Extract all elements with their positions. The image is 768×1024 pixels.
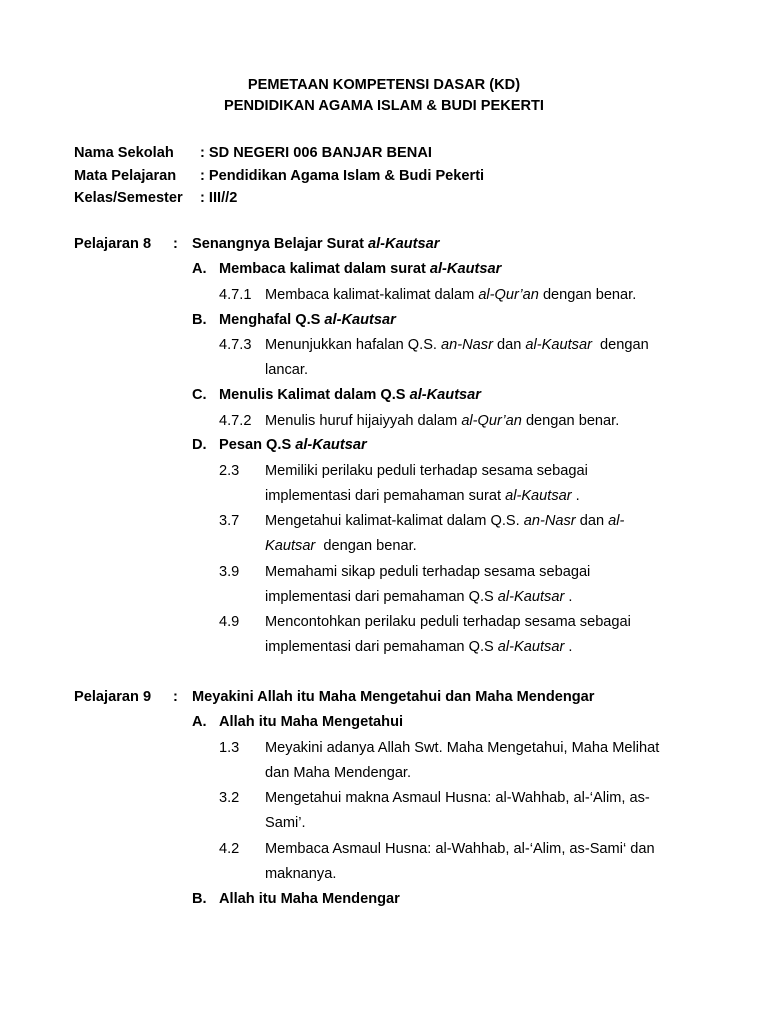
section-b-title: Allah itu Maha Mendengar xyxy=(219,891,400,907)
section-a-title: Membaca kalimat dalam surat al-Kautsar xyxy=(219,261,502,277)
class-label: Kelas/Semester xyxy=(74,190,183,206)
kd-text: Menulis huruf hijaiyyah dalam al-Qur’an dengan benar. xyxy=(265,413,620,429)
kd-text-cont: Sami’. xyxy=(265,815,306,831)
kd-number: 3.9 xyxy=(219,564,240,580)
section-a-letter: A. xyxy=(192,261,207,277)
kd-number: 4.9 xyxy=(219,614,240,630)
lesson-8-colon: : xyxy=(173,236,178,252)
kd-text-cont: implementasi dari pemahaman surat al-Kautsar . xyxy=(265,488,580,504)
kd-text: Mengetahui kalimat-kalimat dalam Q.S. an-Nasr dan al- xyxy=(265,513,625,529)
kd-number: 4.7.2 xyxy=(219,413,252,429)
section-a-title: Allah itu Maha Mengetahui xyxy=(219,714,404,730)
kd-number: 4.7.1 xyxy=(219,287,252,303)
subject-label: Mata Pelajaran xyxy=(74,168,177,184)
kd-text-cont: dan Maha Mendengar. xyxy=(265,765,412,781)
document-subtitle: PENDIDIKAN AGAMA ISLAM & BUDI PEKERTI xyxy=(224,98,544,114)
section-c-title: Menulis Kalimat dalam Q.S al-Kautsar xyxy=(219,387,481,403)
kd-number: 3.2 xyxy=(219,790,240,806)
kd-text-cont: implementasi dari pemahaman Q.S al-Kautsar . xyxy=(265,639,573,655)
kd-text-cont: implementasi dari pemahaman Q.S al-Kautsar . xyxy=(265,589,573,605)
section-b-letter: B. xyxy=(192,891,207,907)
section-a-letter: A. xyxy=(192,714,207,730)
kd-number: 4.2 xyxy=(219,841,240,857)
kd-text: Mencontohkan perilaku peduli terhadap sesama sebagai xyxy=(265,614,631,630)
lesson-9-label: Pelajaran 9 xyxy=(74,689,152,705)
kd-number: 2.3 xyxy=(219,463,240,479)
kd-text-cont: maknanya. xyxy=(265,866,337,882)
kd-text-cont: Kautsar dengan benar. xyxy=(265,538,417,554)
document-title: PEMETAAN KOMPETENSI DASAR (KD) xyxy=(247,77,521,93)
kd-text: Membaca kalimat-kalimat dalam al-Qur’an dengan benar. xyxy=(265,287,637,303)
kd-text: Memahami sikap peduli terhadap sesama sebagai xyxy=(265,564,591,580)
section-c-letter: C. xyxy=(192,387,207,403)
kd-text: Membaca Asmaul Husna: al-Wahhab, al-‘Alim, as-Sami‘ dan xyxy=(265,841,655,857)
kd-number: 3.7 xyxy=(219,513,240,529)
kd-text: Memiliki perilaku peduli terhadap sesama sebagai xyxy=(265,463,588,479)
lesson-9-title: Meyakini Allah itu Maha Mengetahui dan Maha Mendengar xyxy=(192,689,595,705)
kd-text: Mengetahui makna Asmaul Husna: al-Wahhab, al-‘Alim, as- xyxy=(265,790,650,806)
section-d-title: Pesan Q.S al-Kautsar xyxy=(219,437,367,453)
lesson-8-title: Senangnya Belajar Surat al-Kautsar xyxy=(192,236,440,252)
school-label: Nama Sekolah xyxy=(74,145,174,161)
lesson-8-label: Pelajaran 8 xyxy=(74,236,152,252)
section-b-title: Menghafal Q.S al-Kautsar xyxy=(219,312,396,328)
kd-text: Meyakini adanya Allah Swt. Maha Mengetahui, Maha Melihat xyxy=(265,740,660,756)
section-b-letter: B. xyxy=(192,312,207,328)
school-value: : SD NEGERI 006 BANJAR BENAI xyxy=(200,145,432,161)
kd-text-cont: lancar. xyxy=(265,362,308,378)
kd-number: 4.7.3 xyxy=(219,337,252,353)
kd-number: 1.3 xyxy=(219,740,240,756)
section-d-letter: D. xyxy=(192,437,207,453)
class-value: : III//2 xyxy=(200,190,238,206)
kd-text: Menunjukkan hafalan Q.S. an-Nasr dan al-Kautsar dengan xyxy=(265,337,649,353)
subject-value: : Pendidikan Agama Islam & Budi Pekerti xyxy=(200,168,485,184)
lesson-9-colon: : xyxy=(173,689,178,705)
